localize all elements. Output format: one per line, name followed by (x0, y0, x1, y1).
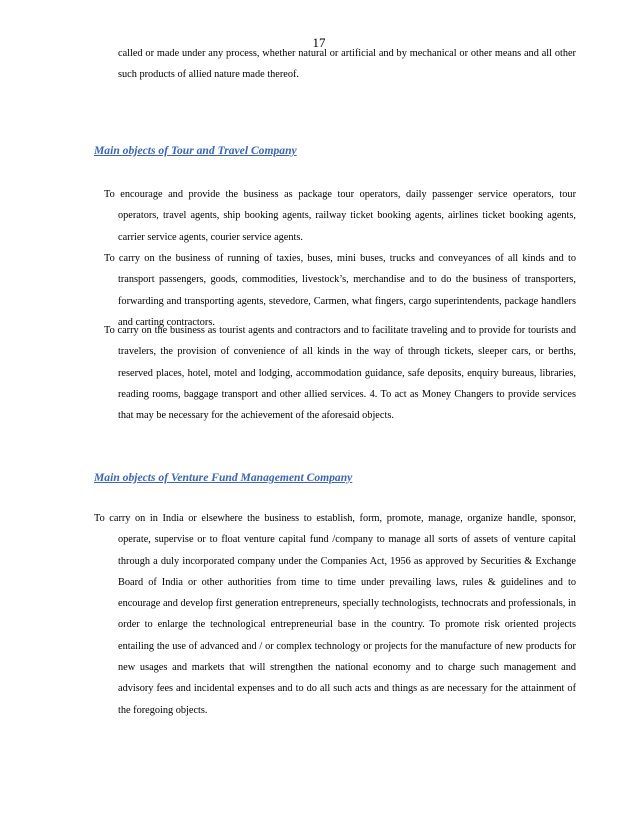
tour-object-paragraph-3: To carry on the business as tourist agents and contractors and to facilitate traveling and to provide for tourists and travelers, the provision of convenience of all kinds in the way of through tickets, sleeper cars, or berths, reserved places, hotel, motel and lodging, accommodation guidance, safe deposits, enquiry bureaus, libraries, reading rooms, baggage transport and other allied services. 4. To act as Money Changers to provide services that may be necessary for the achievement of the aforesaid objects. (104, 325, 576, 422)
continuation-paragraph: called or made under any process, whether natural or artificial and by mechanical or other means and all other such products of allied nature made thereof. (118, 48, 576, 81)
section-heading-venture-fund: Main objects of Venture Fund Management Company (94, 471, 353, 484)
tour-object-paragraph-1: To encourage and provide the business as package tour operators, daily passenger service operators, tour operators, travel agents, ship booking agents, railway ticket booking agents, airlines ticket booking agents, carrier service agents, courier service agents. (104, 189, 576, 243)
venture-object-paragraph-1: To carry on in India or elsewhere the business to establish, form, promote, manage, organize handle, sponsor, operate, supervise or to float venture capital fund /company to manage all sorts of assets of venture capital through a duly incorporated company under the Companies Act, 1956 as approved by Securities & Exchange Board of India or other authorities from time to time under prevailing laws, rules & guidelines and to encourage and develop first generation entrepreneurs, specially technologists, technocrats and professionals, in order to enlarge the technological entrepreneurial base in the country. To promote risk oriented projects entailing the use of advanced and / or complex technology or projects for the manufacture of new products for new usages and markets that will strengthen the national economy and to charge such management and advisory fees and incidental expenses and to do all such acts and things as are necessary for the attainment of the foregoing objects. (94, 513, 576, 716)
page-number: 17 (312, 35, 326, 50)
section-heading-tour-travel: Main objects of Tour and Travel Company (94, 144, 297, 157)
tour-object-paragraph-2: To carry on the business of running of taxies, buses, mini buses, trucks and conveyances of all kinds and to transport passengers, goods, commodities, livestock’s, merchandise and to do the business of transporters, forwarding and transporting agents, stevedore, Carmen, what fingers, cargo superintendents, package handlers and carting contractors. (104, 253, 576, 328)
